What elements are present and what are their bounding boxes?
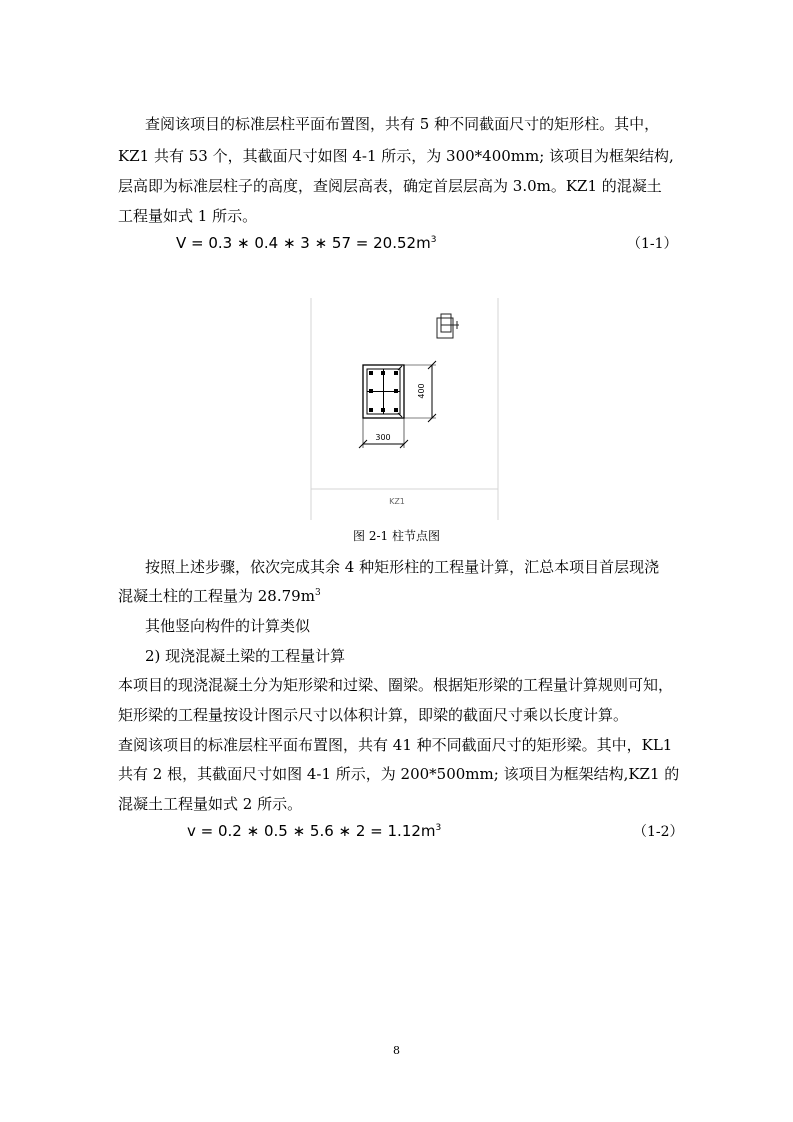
para2-line1: 按照上述步骤，依次完成其余 4 种矩形柱的工程量计算，汇总本项目首层现浇 <box>145 558 660 576</box>
para2-line2-text: 混凝土柱的工程量为 28.79m <box>118 587 315 605</box>
para1-line1: 查阅该项目的标准层柱平面布置图，共有 5 种不同截面尺寸的矩形柱。其中， <box>145 115 660 133</box>
para4-line1: 本项目的现浇混凝土分为矩形梁和过梁、圈梁。根据矩形梁的工程量计算规则可知， <box>118 676 674 694</box>
para5-line3: 混凝土工程量如式 2 所示。 <box>118 795 303 813</box>
para4-line2: 矩形梁的工程量按设计图示尺寸以体积计算，即梁的截面尺寸乘以长度计算。 <box>118 706 629 724</box>
para2-exponent: 3 <box>314 588 321 598</box>
equation-2-exponent: 3 <box>435 823 442 833</box>
para1-line2: KZ1 共有 53 个，其截面尺寸如图 4-1 所示，为 300*400mm; 该项目为框架结构, <box>118 147 674 165</box>
equation-2-body: v = 0.2 ∗ 0.5 ∗ 5.6 ∗ 2 = 1.12m <box>187 822 436 840</box>
dimension-label-300: 300 <box>375 433 391 442</box>
horizontal-dimension <box>359 418 408 448</box>
column-detail-drawing <box>300 298 510 520</box>
vertical-dimension <box>404 361 436 422</box>
equation-1-body: V = 0.3 ∗ 0.4 ∗ 3 ∗ 57 = 20.52m <box>176 234 431 252</box>
para5-line2: 共有 2 根，其截面尺寸如图 4-1 所示，为 200*500mm; 该项目为框架结构,KZ1 的 <box>118 765 680 783</box>
section-heading-2: 2) 现浇混凝土梁的工程量计算 <box>145 647 346 665</box>
figure-label-kz1: KZ1 <box>389 497 405 506</box>
para1-line3: 层高即为标准层柱子的高度，查阅层高表，确定首层层高为 3.0m。KZ1 的混凝土 <box>118 177 662 195</box>
equation-1 <box>176 233 436 253</box>
para3: 其他竖向构件的计算类似 <box>145 617 311 635</box>
para2-line2 <box>118 586 321 606</box>
equation-1-exponent: 3 <box>430 235 437 245</box>
para1-line4: 工程量如式 1 所示。 <box>118 207 258 225</box>
equation-2-number: （1-2） <box>633 824 684 840</box>
page-number: 8 <box>393 1044 400 1057</box>
dimension-label-400: 400 <box>417 383 426 399</box>
equation-2 <box>187 821 441 841</box>
equation-1-number: （1-1） <box>627 236 678 252</box>
para5-line1: 查阅该项目的标准层柱平面布置图，共有 41 种不同截面尺寸的矩形梁。其中，KL1 <box>118 736 673 754</box>
column-section <box>363 365 404 418</box>
column-detail-figure <box>300 298 510 520</box>
figure-caption: 图 2-1 柱节点图 <box>353 529 440 543</box>
section-marker-icon <box>437 314 459 338</box>
